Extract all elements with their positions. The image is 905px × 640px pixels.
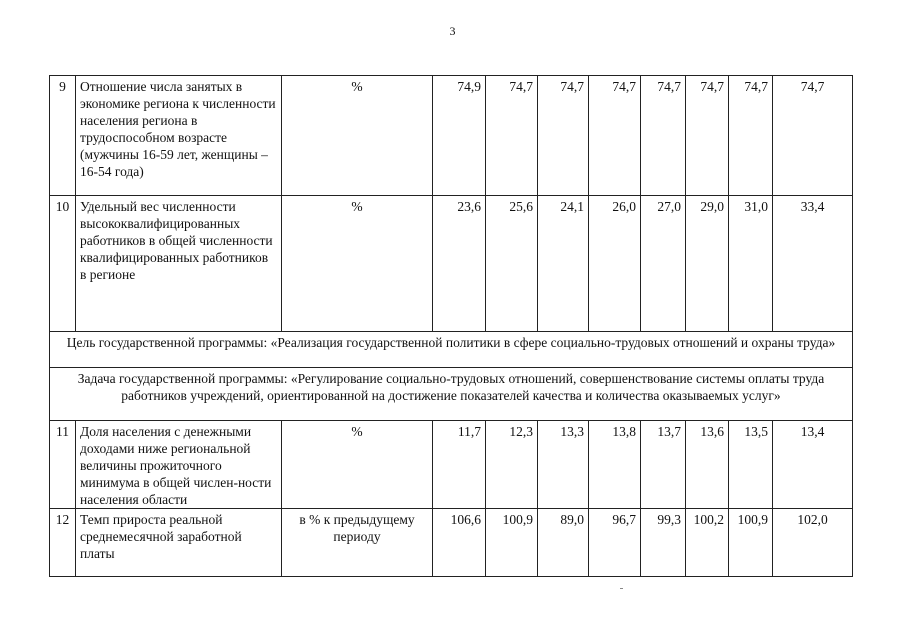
value-cell: 100,2 — [686, 509, 729, 577]
unit-cell: % — [282, 421, 433, 509]
value-cell: 74,7 — [686, 76, 729, 196]
row-number: 9 — [50, 76, 76, 196]
indicators-table — [49, 75, 853, 577]
row-number: 11 — [50, 421, 76, 509]
value-cell: 13,6 — [686, 421, 729, 509]
indicator-name: Темп прироста реальной среднемесячной заработной платы — [76, 509, 282, 577]
value-cell: 31,0 — [729, 196, 773, 332]
value-cell: 74,7 — [773, 76, 853, 196]
indicator-name: Отношение числа занятых в экономике региона к численности населения региона в трудоспособном возрасте (мужчины 16-59 лет, женщины – 16-54 года) — [76, 76, 282, 196]
unit-cell: % — [282, 76, 433, 196]
value-cell: 74,7 — [589, 76, 641, 196]
value-cell: 33,4 — [773, 196, 853, 332]
value-cell: 74,7 — [641, 76, 686, 196]
indicator-name: Доля населения с денежными доходами ниже региональной величины прожиточного минимума в общей числен-ности населения области — [76, 421, 282, 509]
value-cell: 74,7 — [538, 76, 589, 196]
value-cell: 13,4 — [773, 421, 853, 509]
value-cell: 13,7 — [641, 421, 686, 509]
scan-speck — [620, 588, 623, 589]
row-number: 10 — [50, 196, 76, 332]
value-cell: 26,0 — [589, 196, 641, 332]
program-task-text: Задача государственной программы: «Регулирование социально-трудовых отношений, совершенствование системы оплаты труда работников учреждений, ориентированной на достижение показателей качества и количества оказываемых услуг» — [50, 368, 853, 421]
value-cell: 74,7 — [729, 76, 773, 196]
table-row — [50, 196, 853, 332]
value-cell: 100,9 — [729, 509, 773, 577]
section-goal-row — [50, 332, 853, 368]
value-cell: 106,6 — [433, 509, 486, 577]
value-cell: 96,7 — [589, 509, 641, 577]
value-cell: 23,6 — [433, 196, 486, 332]
value-cell: 74,7 — [486, 76, 538, 196]
table-row — [50, 509, 853, 577]
value-cell: 29,0 — [686, 196, 729, 332]
program-goal-text: Цель государственной программы: «Реализация государственной политики в сфере социально-трудовых отношений и охраны труда» — [50, 332, 853, 368]
value-cell: 27,0 — [641, 196, 686, 332]
value-cell: 13,5 — [729, 421, 773, 509]
value-cell: 74,9 — [433, 76, 486, 196]
value-cell: 89,0 — [538, 509, 589, 577]
section-task-row — [50, 368, 853, 421]
page-number: 3 — [449, 24, 456, 38]
value-cell: 102,0 — [773, 509, 853, 577]
row-number: 12 — [50, 509, 76, 577]
value-cell: 11,7 — [433, 421, 486, 509]
value-cell: 99,3 — [641, 509, 686, 577]
unit-cell: % — [282, 196, 433, 332]
value-cell: 13,8 — [589, 421, 641, 509]
value-cell: 12,3 — [486, 421, 538, 509]
unit-cell: в % к предыдущему периоду — [282, 509, 433, 577]
value-cell: 100,9 — [486, 509, 538, 577]
value-cell: 24,1 — [538, 196, 589, 332]
value-cell: 13,3 — [538, 421, 589, 509]
indicator-name: Удельный вес численности высококвалифицированных работников в общей численности квалифицированных работников в регионе — [76, 196, 282, 332]
table-row — [50, 76, 853, 196]
table-row — [50, 421, 853, 509]
value-cell: 25,6 — [486, 196, 538, 332]
